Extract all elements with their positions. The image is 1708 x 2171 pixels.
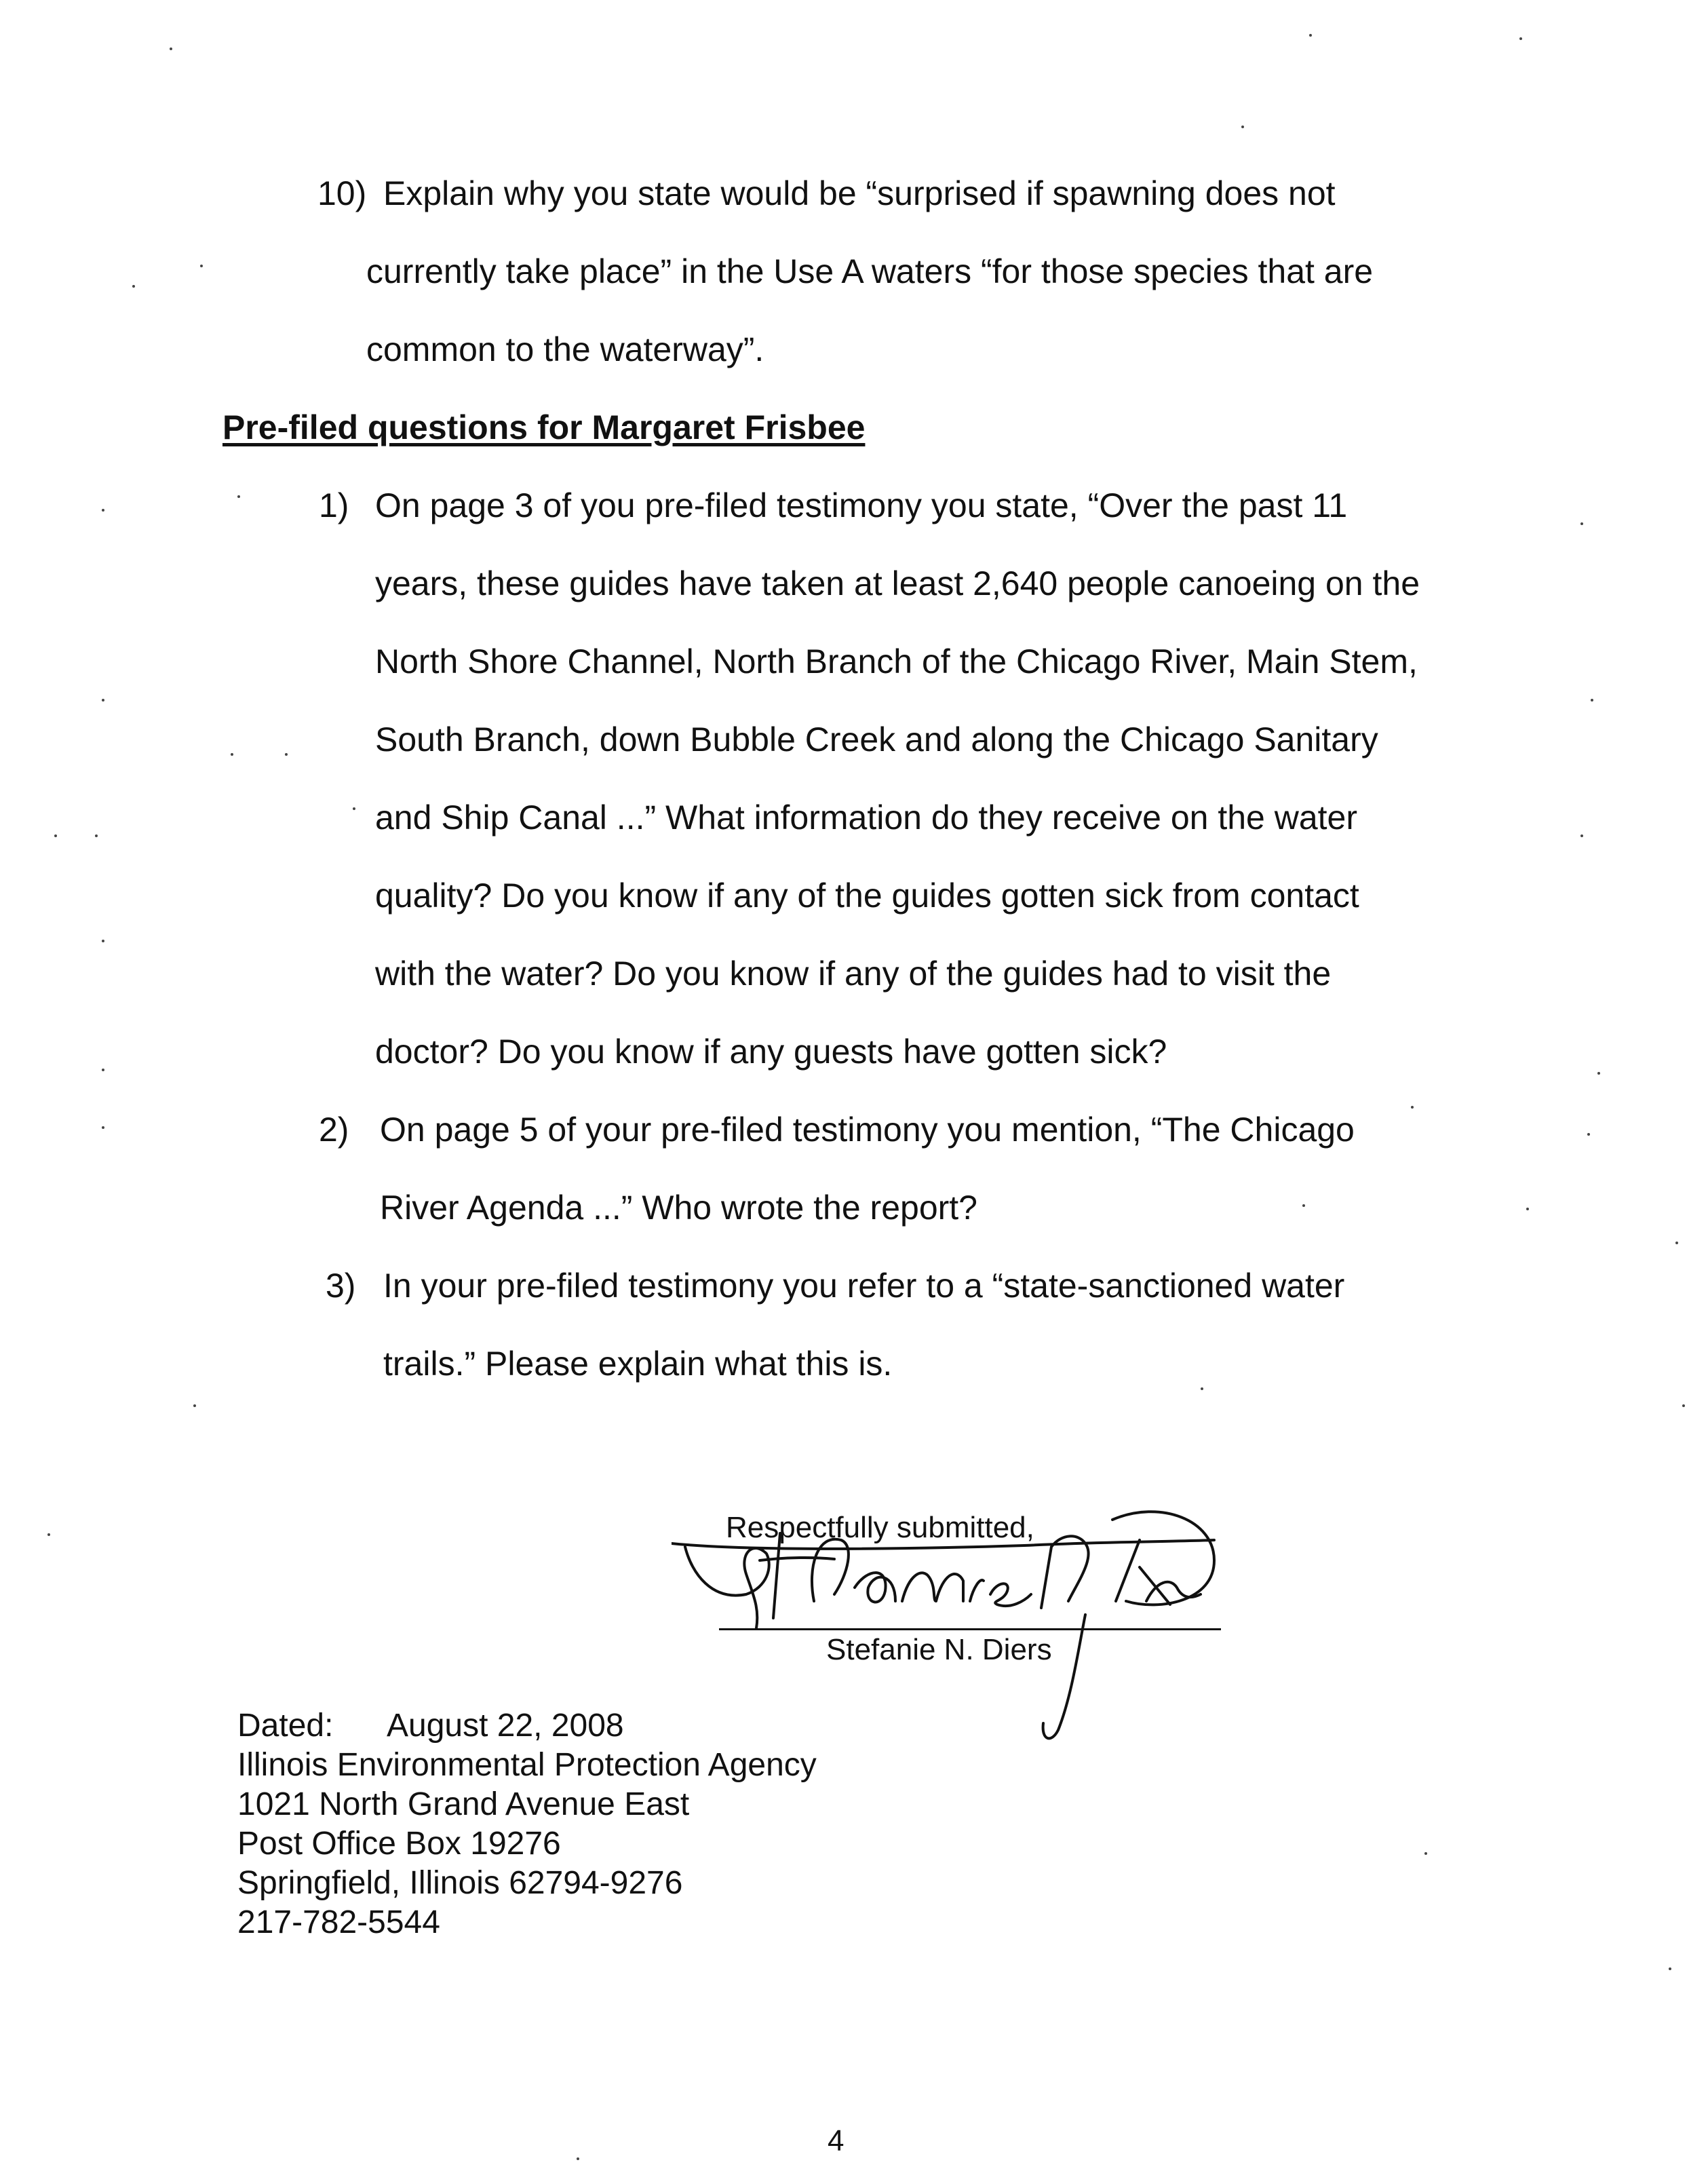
- agency-name: Illinois Environmental Protection Agency: [237, 1747, 817, 1783]
- scan-speck: [1201, 1387, 1203, 1390]
- question-1-line: with the water? Do you know if any of the guides had to visit the: [375, 955, 1332, 993]
- scan-speck: [231, 753, 233, 756]
- street-address: 1021 North Grand Avenue East: [237, 1786, 690, 1822]
- scan-speck: [577, 2157, 579, 2160]
- scan-speck: [237, 495, 240, 498]
- question-1-line: and Ship Canal ...” What information do they receive on the water: [375, 799, 1357, 837]
- scan-speck: [285, 753, 288, 756]
- scan-speck: [47, 1533, 50, 1536]
- question-1-number: 1): [319, 486, 349, 524]
- question-10-line: Explain why you state would be “surprised if spawning does not: [383, 174, 1336, 212]
- scan-speck: [1587, 1133, 1590, 1136]
- question-2-line: River Agenda ...” Who wrote the report?: [380, 1189, 977, 1227]
- question-3-line: trails.” Please explain what this is.: [383, 1345, 893, 1383]
- scan-speck: [102, 699, 104, 702]
- scan-speck: [1309, 34, 1312, 37]
- question-1-line: years, these guides have taken at least 2,640 people canoeing on the: [375, 564, 1420, 602]
- question-1-line: On page 3 of you pre-filed testimony you state, “Over the past 11: [375, 486, 1348, 524]
- question-2-line: On page 5 of your pre-filed testimony you mention, “The Chicago: [380, 1111, 1355, 1149]
- question-1-line: North Shore Channel, North Branch of the Chicago River, Main Stem,: [375, 642, 1418, 680]
- scan-speck: [1682, 1404, 1685, 1407]
- section-heading: Pre-filed questions for Margaret Frisbee: [222, 408, 866, 446]
- question-10-number: 10): [317, 174, 367, 212]
- scan-speck: [102, 1069, 104, 1071]
- scan-speck: [102, 509, 104, 512]
- question-1-line: South Branch, down Bubble Creek and along the Chicago Sanitary: [375, 721, 1378, 758]
- question-3-number: 3): [326, 1267, 356, 1305]
- scan-speck: [1597, 1072, 1600, 1075]
- page-number: 4: [828, 2124, 845, 2157]
- signature-line: [719, 1628, 1221, 1630]
- scan-speck: [1411, 1106, 1414, 1109]
- scan-speck: [1675, 1242, 1678, 1244]
- scan-speck: [1526, 1208, 1529, 1210]
- dated-label: Dated:: [237, 1708, 334, 1744]
- scan-speck: [1519, 37, 1522, 40]
- handwritten-signature: [672, 1493, 1241, 1750]
- scan-speck: [95, 834, 98, 837]
- scan-speck: [1424, 1852, 1427, 1855]
- po-box: Post Office Box 19276: [237, 1826, 561, 1862]
- question-2-number: 2): [319, 1111, 349, 1149]
- scan-speck: [1591, 699, 1593, 702]
- scan-speck: [353, 807, 355, 810]
- scan-speck: [170, 47, 172, 50]
- scan-speck: [200, 265, 203, 267]
- scan-speck: [193, 1404, 196, 1407]
- phone-number: 217-782-5544: [237, 1904, 440, 1940]
- question-10-line: common to the waterway”.: [366, 330, 764, 368]
- scan-speck: [102, 1126, 104, 1129]
- closing-text: Respectfully submitted,: [726, 1511, 1034, 1544]
- question-1-line: doctor? Do you know if any guests have gotten sick?: [375, 1033, 1167, 1071]
- scan-speck: [1669, 1967, 1671, 1970]
- scan-speck: [1580, 834, 1583, 837]
- question-3-line: In your pre-filed testimony you refer to a “state-sanctioned water: [383, 1267, 1345, 1305]
- scan-speck: [102, 940, 104, 942]
- scan-speck: [1241, 126, 1244, 128]
- question-10-line: currently take place” in the Use A waters “for those species that are: [366, 252, 1374, 290]
- scan-speck: [1580, 522, 1583, 525]
- scan-speck: [1302, 1204, 1305, 1207]
- city-state-zip: Springfield, Illinois 62794-9276: [237, 1865, 683, 1901]
- scan-speck: [132, 285, 135, 288]
- scan-speck: [54, 834, 57, 837]
- question-1-line: quality? Do you know if any of the guides gotten sick from contact: [375, 877, 1359, 915]
- dated-value: August 22, 2008: [387, 1708, 624, 1744]
- signer-name: Stefanie N. Diers: [826, 1633, 1052, 1666]
